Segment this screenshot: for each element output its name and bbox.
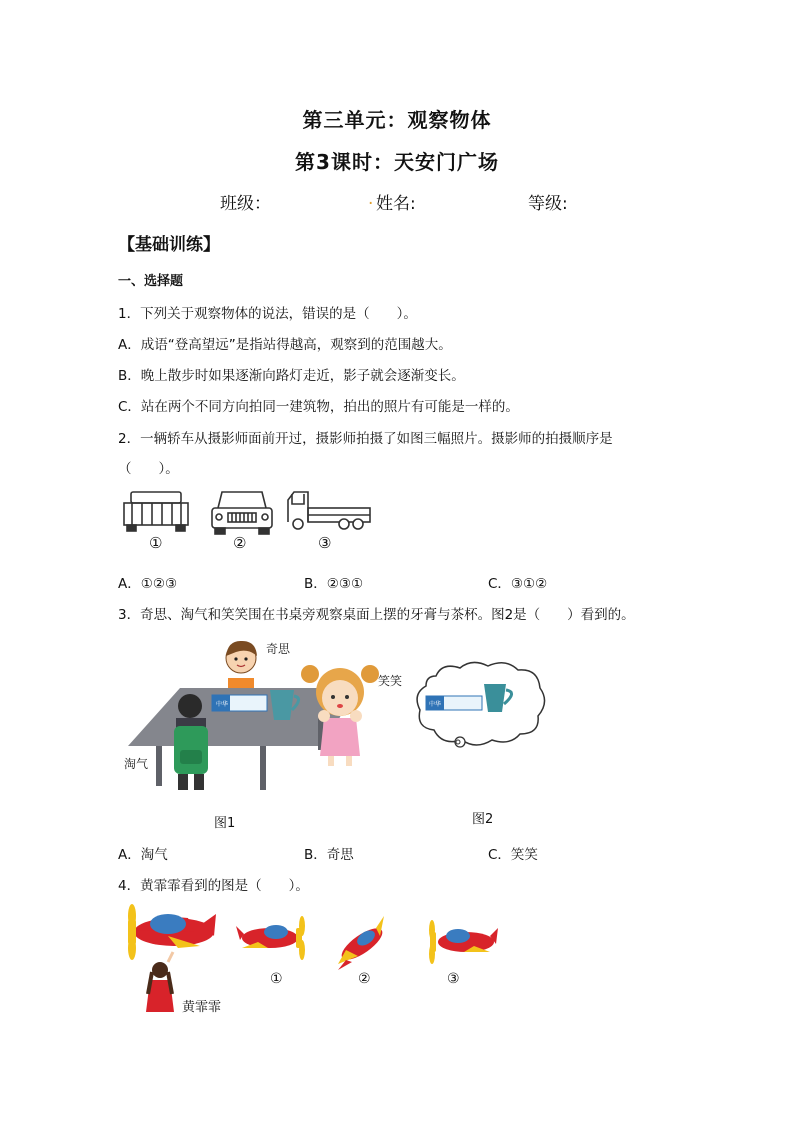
toothpaste-box — [212, 695, 267, 711]
q3-option-a: A．淘气 — [118, 847, 168, 863]
q4-label-3: ③ — [447, 971, 460, 987]
airplane-views-figure — [118, 902, 518, 1014]
airplane-option-1 — [236, 916, 305, 960]
q2-option-a: A．①②③ — [118, 576, 178, 592]
airplane-option-3 — [429, 920, 498, 964]
girl-huangfeifei — [146, 952, 174, 1012]
q1-option-c: C．站在两个不同方向拍同一建筑物，拍出的照片有可能是一样的。 — [118, 399, 519, 415]
q1-option-a: A．成语“登高望远”是指站得越高，观察到的范围越大。 — [118, 337, 452, 353]
toothpaste-brand: 中华 — [216, 701, 229, 708]
q2-stem-blank: （ ）。 — [118, 461, 179, 477]
q3-option-b: B．奇思 — [304, 847, 354, 863]
q4-stem: 4．黄霏霏看到的图是（ ）。 — [118, 878, 309, 894]
name-label: 姓名: — [376, 194, 416, 214]
q4-label-2: ② — [358, 971, 371, 987]
q1-stem: 1．下列关于观察物体的说法，错误的是（ ）。 — [118, 306, 417, 322]
q2-label-3: ③ — [318, 534, 332, 552]
q3-option-c: C．笑笑 — [488, 847, 538, 863]
q2-stem: 2．一辆轿车从摄影师面前开过，摄影师拍摄了如图三幅照片。摄影师的拍摄顺序是 — [118, 431, 613, 447]
truck-rear-view — [124, 492, 188, 531]
desk-scene-figure — [120, 628, 410, 798]
toothpaste-box-fig2 — [426, 696, 482, 710]
q2-label-2: ② — [233, 534, 247, 552]
person-name: 黄霏霏 — [182, 1000, 222, 1015]
dot-mark: . — [368, 189, 374, 209]
q2-option-c: C．③①② — [488, 576, 548, 592]
q3-stem: 3．奇思、淘气和笑笑围在书桌旁观察桌面上摆的牙膏与茶杯。图2是（ ）看到的。 — [118, 607, 635, 623]
thought-bubble-figure — [414, 658, 550, 758]
fig2-caption: 图2 — [472, 812, 494, 827]
q4-label-1: ① — [270, 971, 283, 987]
page-title: 第三单元：观察物体 — [302, 108, 492, 132]
class-label: 班级： — [220, 194, 271, 214]
taoqi-name: 淘气 — [124, 757, 149, 771]
q2-label-1: ① — [149, 534, 163, 552]
q1-option-b: B．晚上散步时如果逐渐向路灯走近，影子就会逐渐变长。 — [118, 368, 465, 384]
section-heading: 【基础训练】 — [118, 235, 220, 255]
airplane-option-2 — [337, 916, 387, 970]
grade-label: 等级: — [528, 194, 568, 214]
toothpaste-brand-fig2: 中华 — [429, 701, 442, 708]
qisi-name: 奇思 — [266, 642, 291, 656]
truck-front-view — [212, 492, 272, 534]
xiaoxiao-name: 笑笑 — [378, 674, 403, 688]
fig1-caption: 图1 — [214, 816, 236, 831]
q2-option-b: B．②③① — [304, 576, 364, 592]
part-heading: 一、选择题 — [118, 274, 184, 289]
truck-side-view — [288, 492, 370, 529]
lesson-subtitle: 第3课时：天安门广场 — [295, 150, 499, 174]
